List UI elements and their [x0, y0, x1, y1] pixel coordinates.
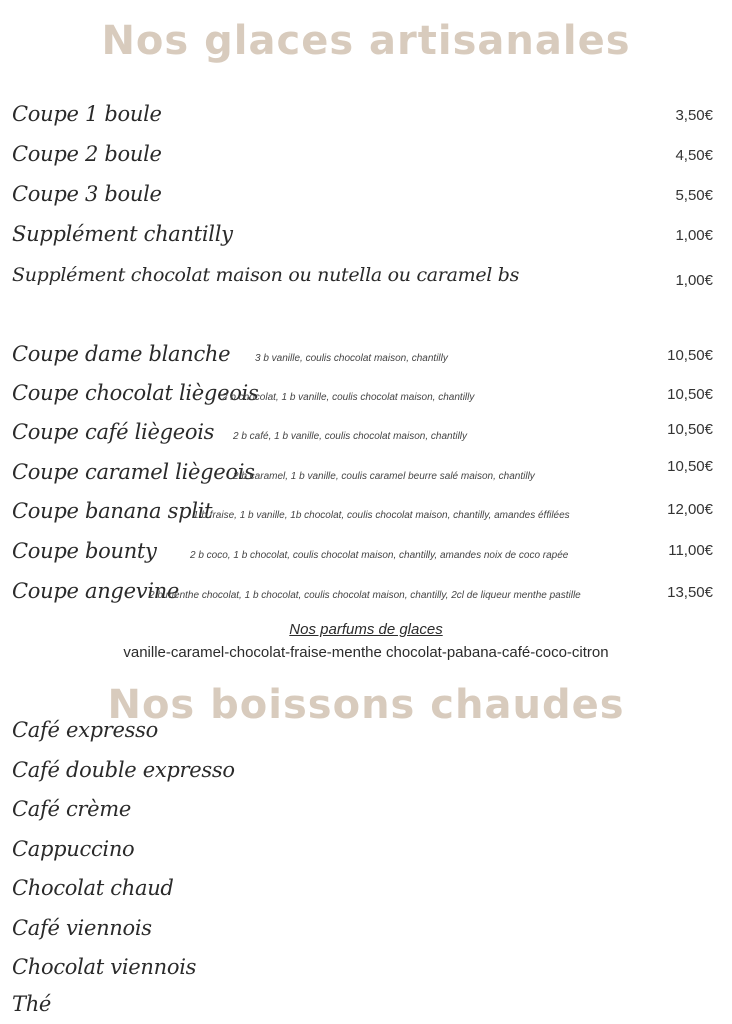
boissons-section-title: Nos boissons chaudes — [107, 682, 625, 728]
menu-item — [0, 575, 732, 607]
menu-item — [0, 535, 732, 567]
menu-item — [0, 416, 732, 448]
item-name: Coupe chocolat liègeois — [12, 381, 259, 405]
item-price: 10,50€ — [667, 386, 713, 403]
parfums-heading: Nos parfums de glaces — [289, 621, 443, 638]
item-name: Coupe caramel liègeois — [12, 460, 255, 484]
item-description: 2 b coco, 1 b chocolat, coulis chocolat maison, chantilly, amandes noix de coco rapée — [190, 550, 569, 561]
item-price: 1,00€ — [675, 227, 713, 244]
menu-item — [0, 912, 732, 944]
item-name: Coupe café liègeois — [12, 420, 215, 444]
item-name: Coupe 3 boule — [12, 182, 162, 206]
item-name: Coupe angevine — [12, 579, 180, 603]
item-name: Cappuccino — [12, 837, 135, 861]
menu-item — [0, 456, 732, 488]
menu-item — [0, 98, 732, 130]
menu-item — [0, 258, 732, 290]
item-price: 10,50€ — [667, 458, 713, 475]
item-name: Chocolat viennois — [12, 955, 197, 979]
item-description: 1 b fraise, 1 b vanille, 1b chocolat, coulis chocolat maison, chantilly, amandes éffilées — [193, 510, 570, 521]
menu-item — [0, 495, 732, 527]
item-price: 3,50€ — [675, 107, 713, 124]
item-price: 4,50€ — [675, 147, 713, 164]
item-name: Café expresso — [12, 718, 158, 742]
item-description: 2 b caramel, 1 b vanille, coulis caramel beurre salé maison, chantilly — [233, 471, 535, 482]
item-name: Coupe banana split — [12, 499, 213, 523]
item-name: Supplément chocolat maison ou nutella ou caramel bs — [12, 264, 520, 286]
menu-item — [0, 833, 732, 865]
item-name: Café crème — [12, 797, 132, 821]
item-name: Coupe dame blanche — [12, 342, 231, 366]
item-name: Café double expresso — [12, 758, 235, 782]
item-price: 1,00€ — [675, 272, 713, 289]
item-description: 3 b vanille, coulis chocolat maison, chantilly — [255, 353, 448, 364]
glaces-section-title: Nos glaces artisanales — [101, 18, 631, 64]
item-name: Coupe bounty — [12, 539, 157, 563]
menu-item — [0, 754, 732, 786]
menu-item — [0, 793, 732, 825]
item-name: Coupe 1 boule — [12, 102, 162, 126]
item-price: 10,50€ — [667, 421, 713, 438]
item-description: 2 b chocolat, 1 b vanille, coulis chocolat maison, chantilly — [222, 392, 475, 403]
item-description: 2 b menthe chocolat, 1 b chocolat, coulis chocolat maison, chantilly, 2cl de liqueur menthe pastille — [149, 590, 581, 601]
item-price: 5,50€ — [675, 187, 713, 204]
item-description: 2 b café, 1 b vanille, coulis chocolat maison, chantilly — [233, 431, 468, 442]
item-name: Thé — [12, 992, 52, 1016]
menu-item — [0, 872, 732, 904]
menu-item — [0, 138, 732, 170]
menu-item — [0, 714, 732, 746]
menu-item — [0, 178, 732, 210]
item-name: Supplément chantilly — [12, 222, 233, 246]
item-price: 13,50€ — [667, 584, 713, 601]
item-price: 11,00€ — [668, 542, 713, 559]
item-name: Coupe 2 boule — [12, 142, 162, 166]
item-name: Chocolat chaud — [12, 876, 174, 900]
parfums-list: vanille-caramel-chocolat-fraise-menthe chocolat-pabana-café-coco-citron — [123, 644, 609, 661]
menu-item — [0, 988, 732, 1020]
menu-item — [0, 218, 732, 250]
item-name: Café viennois — [12, 916, 152, 940]
item-price: 10,50€ — [667, 347, 713, 364]
menu-item — [0, 951, 732, 983]
menu-item — [0, 338, 732, 370]
item-price: 12,00€ — [667, 501, 713, 518]
menu-item — [0, 377, 732, 409]
